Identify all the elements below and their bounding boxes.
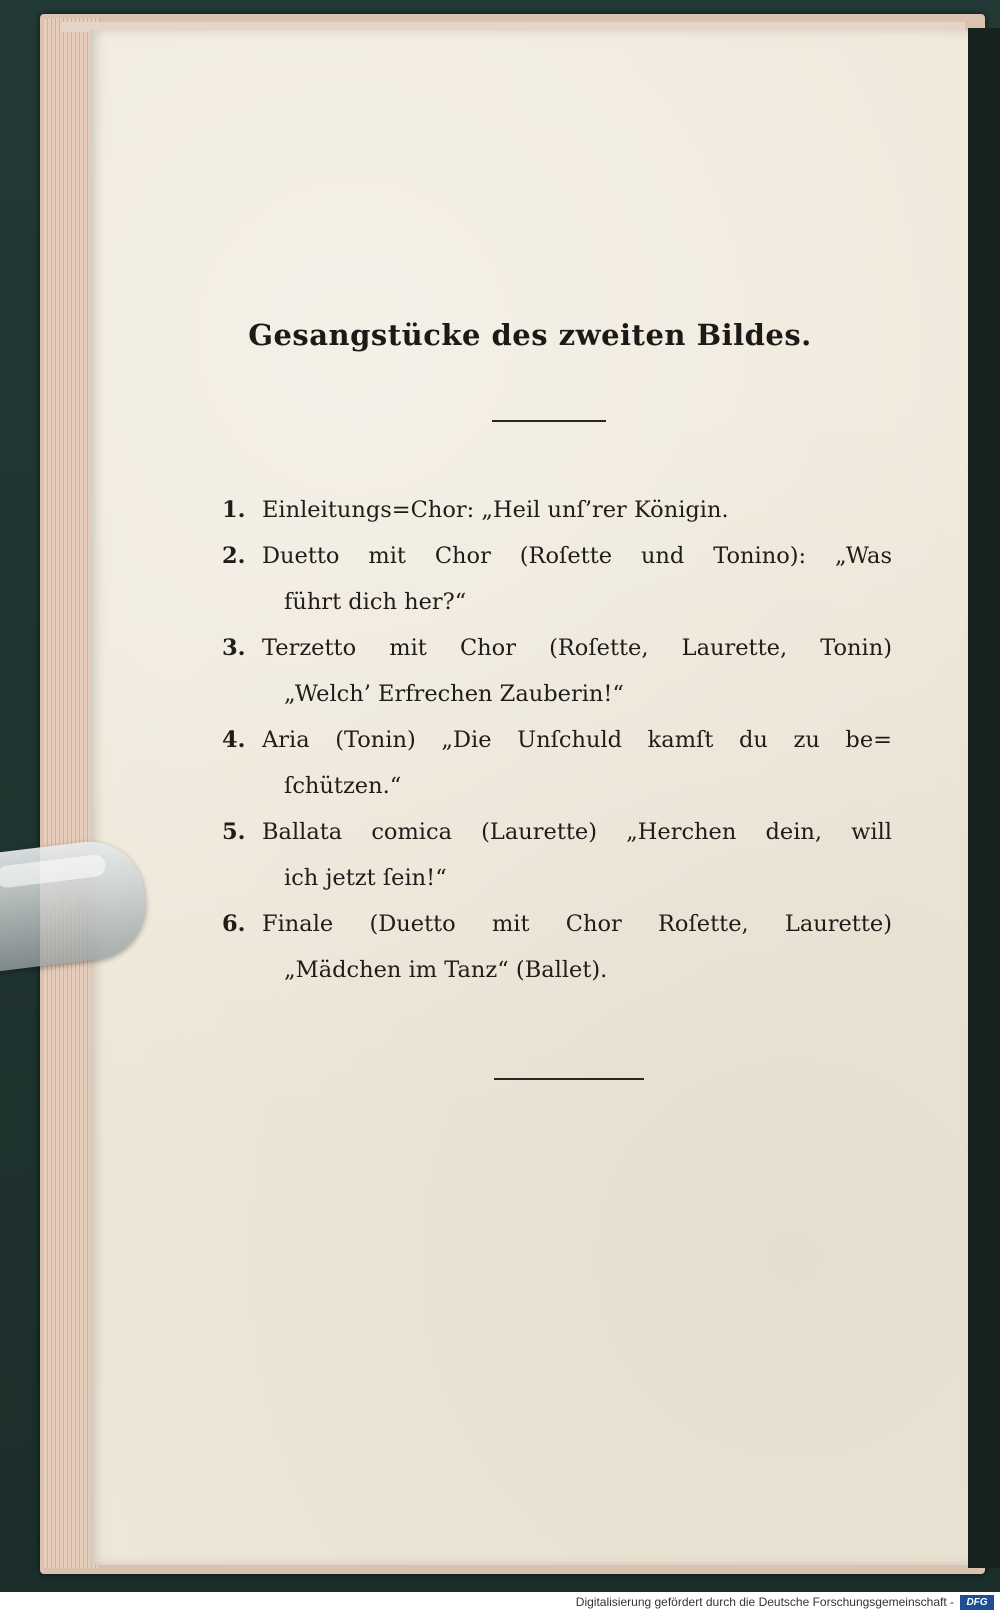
entry-number: 3.	[222, 635, 246, 661]
song-list	[222, 487, 892, 993]
entry-text: Terzetto mit Chor (Roſette, Laurette, Tonin)	[262, 635, 892, 661]
entry-continuation: „Welch’ Erfrechen Zauberin!“	[284, 681, 624, 707]
title-rule	[492, 420, 606, 422]
entry-text: Aria (Tonin) „Die Unſchuld kamſt du zu be=	[262, 727, 892, 753]
right-shadow	[968, 28, 1000, 1568]
entry-text: Ballata comica (Laurette) „Herchen dein, will	[262, 819, 892, 845]
entry-text: Einleitungs=Chor: „Heil unſ’rer Königin.	[262, 497, 729, 523]
list-item	[222, 809, 892, 901]
list-item	[222, 901, 892, 993]
entry-number: 6.	[222, 911, 246, 937]
list-item	[222, 717, 892, 809]
entry-continuation: führt dich her?“	[284, 589, 467, 615]
entry-continuation: „Mädchen im Tanz“ (Ballet).	[284, 957, 608, 983]
list-item	[222, 487, 892, 533]
funding-notice: Digitalisierung gefördert durch die Deutsche Forschungsgemeinschaft -	[575, 1595, 954, 1609]
entry-number: 2.	[222, 543, 246, 569]
entry-number: 1.	[222, 497, 246, 523]
page-title: Gesangstücke des zweiten Bildes.	[248, 318, 812, 352]
entry-number: 4.	[222, 727, 246, 753]
entry-number: 5.	[222, 819, 246, 845]
entry-text: Duetto mit Chor (Roſette und Tonino): „Was	[262, 543, 892, 569]
list-item	[222, 533, 892, 625]
closing-rule	[494, 1078, 644, 1080]
dfg-logo-icon: DFG	[960, 1595, 994, 1610]
footer-bar	[0, 1592, 1000, 1615]
entry-continuation: ſchützen.“	[284, 773, 402, 799]
list-item	[222, 625, 892, 717]
entry-text: Finale (Duetto mit Chor Roſette, Laurette)	[262, 911, 892, 937]
entry-continuation: ich jetzt ſein!“	[284, 865, 447, 891]
